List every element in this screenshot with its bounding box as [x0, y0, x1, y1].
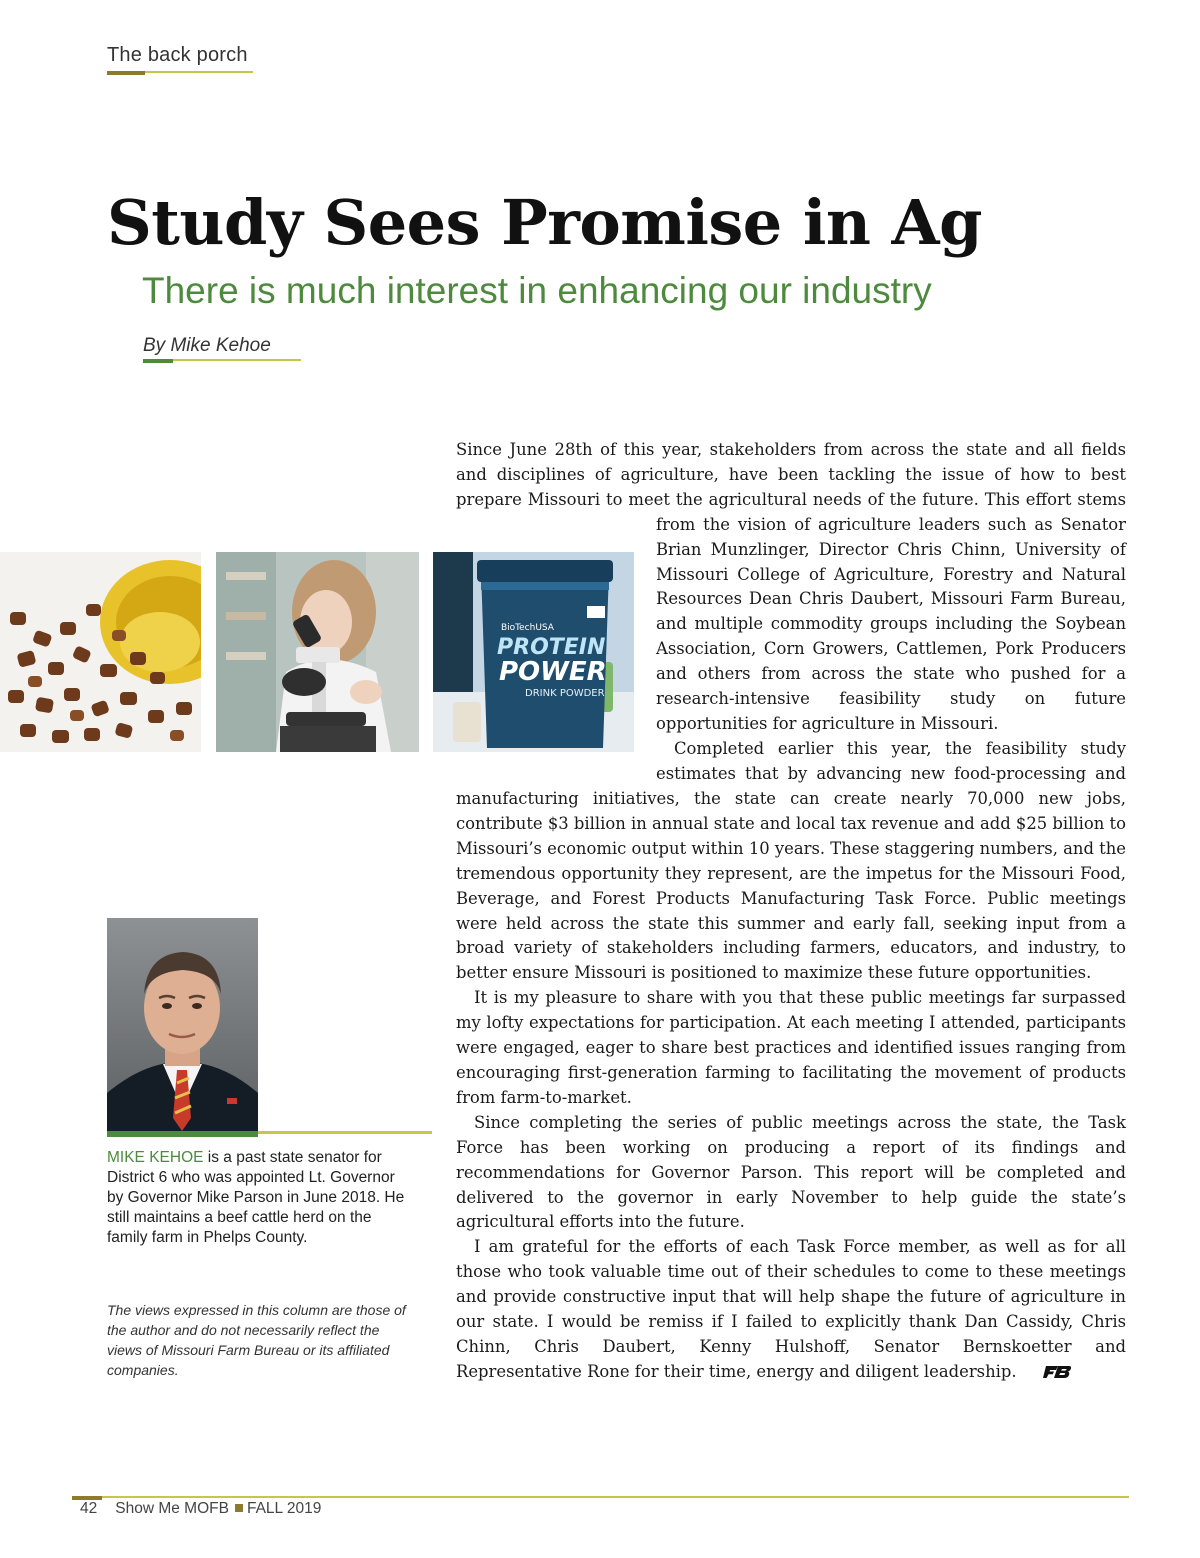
- article-paragraph-last: [456, 1235, 1126, 1386]
- pet-food-bowl-photo: [0, 552, 201, 752]
- author-bio: [107, 1148, 407, 1248]
- article-paragraph: from the vision of agriculture leaders such as Senator Brian Munzlinger, Director Chris Chinn, University of Missouri College of Agriculture, Forestry and Natural Resources Dean Chris Daubert, Missouri Farm Bureau, and multiple commodity groups including the Soybean Association, Corn Growers, Cattlemen, Pork Producers and others from across the state who pushed for a research-intensive feasibility study on future opportunities for agriculture in Missouri.: [656, 514, 1126, 733]
- article-paragraph: Completed earlier this year, the feasibility study estimates that by advancing new food-processing and: [656, 738, 1126, 783]
- publication-name: Show Me MOFB: [115, 1500, 229, 1517]
- section-rule: [107, 71, 145, 75]
- author-name: MIKE KEHOE: [107, 1149, 204, 1166]
- tub-label-drink: DRINK POWDER: [525, 688, 605, 699]
- section-label: The back porch: [107, 44, 248, 66]
- page-number: 42: [80, 1500, 98, 1517]
- article-paragraph: Since completing the series of public meetings across the state, the Task Force has been working on producing a report of its findings and recommendations for Governor Parson. This report will be completed and delivered to the governor in early November to help guide the state’s agricultural efforts into the future.: [456, 1112, 1126, 1232]
- footer-square-icon: [235, 1504, 243, 1512]
- page-subtitle: There is much interest in enhancing our industry: [142, 270, 932, 311]
- protein-tub-photo: [433, 552, 634, 752]
- page-title: Study Sees Promise in Ag: [107, 186, 983, 259]
- byline-rule: [143, 359, 173, 363]
- portrait-rule-light: [258, 1131, 432, 1134]
- article-paragraph-text: I am grateful for the efforts of each Task Force member, as well as for all those who took valuable time out of their schedules to come to these meetings and provide constructive input that will help shape the future of agriculture in our state. I would be remiss if I failed to explicitly thank Dan Cassidy, Chris Chinn, Chris Daubert, Kenny Hulshoff, Senator Bernskoetter and Representative Rone for their time, energy and diligent leadership.: [456, 1237, 1126, 1381]
- tub-label-protein: PROTEIN: [497, 635, 606, 660]
- article-paragraph: It is my pleasure to share with you that these public meetings far surpassed my lofty expectations for participation. At each meeting I attended, participants were engaged, eager to share best practices and identified issues ranging from encouraging first-generation farming to facilitating the movement of products from farm-to-market.: [456, 988, 1126, 1107]
- article-column-top: [456, 438, 1126, 513]
- byline: By Mike Kehoe: [143, 335, 271, 356]
- disclaimer: The views expressed in this column are those of the author and do not necessarily reflect the views of Missouri Farm Bureau or its affiliated companies.: [107, 1302, 406, 1378]
- author-bio-text: is a past state senator for District 6 who was appointed Lt. Governor by Governor Mike Parson in June 2018. He still maintains a beef cattle herd on the family farm in Phelps County.: [107, 1149, 405, 1246]
- footer-rule-light: [102, 1496, 1129, 1498]
- page-footer: [80, 1500, 321, 1518]
- byline-rule-light: [173, 359, 301, 361]
- article-column-wrap: [656, 513, 1126, 787]
- scientist-microscope-photo: [216, 552, 419, 752]
- portrait-rule: [107, 1131, 258, 1137]
- tub-label-power: POWER: [499, 657, 607, 687]
- farm-bureau-logo-icon: [1025, 1362, 1071, 1387]
- article-paragraph: manufacturing initiatives, the state can create nearly 70,000 new jobs, contribute $3 billion in annual state and local tax revenue and add $25 billion to Missouri’s economic output within 10 years. These staggering numbers, and the tremendous opportunity they represent, are the impetus for the Missouri Food, Beverage, and Forest Products Manufacturing Task Force. Public meetings were held across the state this summer and early fall, seeking input from a broad variety of stakeholders including farmers, educators, and industry, to better ensure Missouri is positioned to maximize these future opportunities.: [456, 789, 1126, 983]
- article-paragraph: Since June 28th of this year, stakeholders from across the state and all fields and disciplines of agriculture, have been tackling the issue of how to best prepare Missouri to meet the agricultural needs of the future. This effort stems: [456, 440, 1126, 509]
- tub-brand: BioTechUSA: [501, 623, 554, 633]
- section-rule-light: [145, 71, 253, 73]
- article-column-bottom: [456, 787, 1126, 1387]
- issue-label: FALL 2019: [246, 1500, 322, 1517]
- author-portrait: [107, 918, 258, 1131]
